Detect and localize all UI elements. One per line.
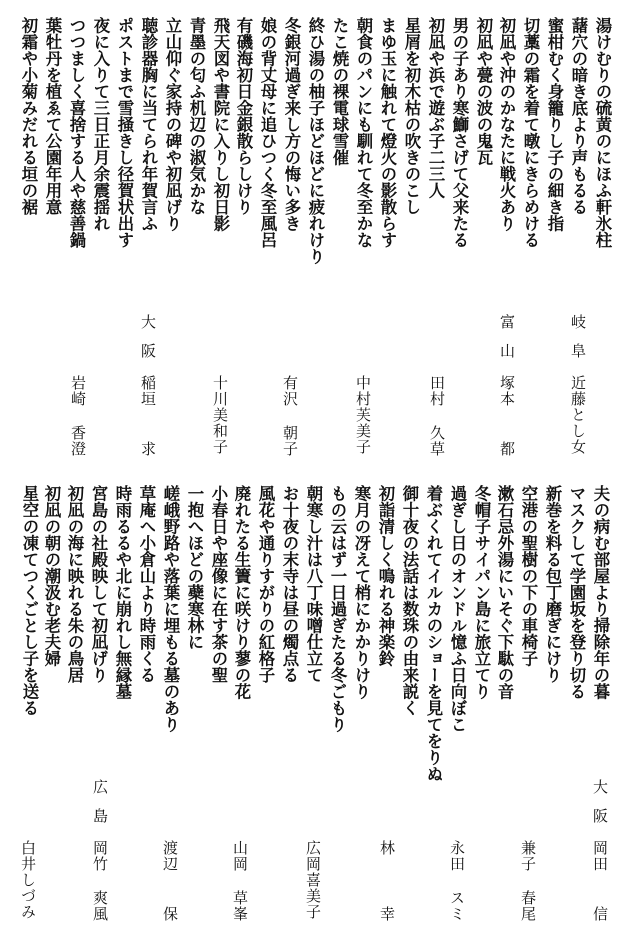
poet-given-name: 春尾 [519, 890, 537, 922]
poet-surname: 近藤 [569, 375, 587, 407]
poet-prefecture: 岐阜 [569, 314, 587, 372]
haiku-line: 御十夜の法話は数珠の由来説く [400, 485, 419, 716]
haiku-line: 着ぶくれてイルカのショーを見てをりぬ [424, 485, 443, 782]
haiku-line: 初霜や小菊みだれる垣の裾 [19, 17, 38, 215]
poet-surname: 林 [378, 840, 396, 856]
haiku-line: 朝寒し汁は八丁味噌仕立て [304, 485, 323, 683]
haiku-line: 飛天図や書院に入りし初日影 [211, 17, 230, 232]
haiku-line: 宮島の社殿映して初凪げり [89, 485, 108, 683]
poet-surname: 永田 [448, 840, 466, 872]
haiku-line: 初詣清しく鳴れる神楽鈴 [376, 485, 395, 667]
poet-credit [70, 314, 86, 457]
haiku-line: 葉牡丹を植ゑて公園年用意 [43, 17, 62, 215]
poet-given-name: 幸 [378, 906, 396, 922]
poet-surname: 白井 [19, 840, 37, 872]
poet-credit [449, 779, 465, 922]
poet-credit [570, 314, 586, 457]
poet-surname: 広岡 [304, 840, 322, 872]
haiku-line: 聴診器胸に当てられ年賀言ふ [139, 17, 158, 232]
haiku-line: 空港の聖樹の下の車椅子 [519, 485, 538, 667]
haiku-line: 夫の病む部屋より掃除年の暮 [591, 485, 610, 700]
haiku-line: 初凪や沖のかなたに戦火あり [497, 17, 516, 232]
poet-given-name: 朝子 [281, 425, 299, 457]
poet-given-name: 信 [591, 906, 609, 922]
haiku-line: 蜜柑むく身籠りし子の細き指 [545, 17, 564, 232]
haiku-line: 立山仰ぐ家持の碑や初凪げり [163, 17, 182, 232]
poet-surname: 中村 [354, 375, 372, 407]
haiku-line: 過ぎし日のオンドル憶ふ日向ぼこ [448, 485, 467, 733]
haiku-line: 切藁の霜を着て暾にきらめける [521, 17, 540, 248]
poet-surname: 塚本 [498, 375, 516, 407]
poet-surname: 岩崎 [69, 375, 87, 407]
haiku-line: 有磯海初日金銀散らしけり [234, 17, 253, 215]
poet-given-name: 保 [161, 906, 179, 922]
poet-surname: 田村 [428, 375, 446, 407]
poet-given-name: 爽風 [91, 890, 109, 922]
poet-given-name: 美和子 [211, 407, 229, 455]
haiku-line: 初凪の海に映れる朱の鳥居 [65, 485, 84, 683]
poet-credit [379, 779, 395, 922]
haiku-line: 星屑を初木枯の吹きのこし [402, 17, 421, 215]
poet-surname: 渡辺 [161, 840, 179, 872]
poet-surname: 稲垣 [139, 375, 157, 407]
haiku-line: 湯けむりの硫黄のにほふ軒氷柱 [593, 17, 612, 248]
poet-surname: 山岡 [231, 840, 249, 872]
poet-given-name: とし女 [569, 407, 587, 455]
haiku-line: 終ひ湯の柚子ほどほどに疲れけり [306, 17, 325, 265]
poet-given-name: 喜美子 [304, 872, 322, 920]
haiku-line: 一抱へほどの蘗寒林に [185, 485, 204, 650]
poet-credit [520, 779, 536, 922]
haiku-line: たこ焼の裸電球雪催 [330, 17, 349, 166]
poet-credit [282, 314, 298, 457]
haiku-line: 小春日や座像に在す茶の聖 [209, 485, 228, 683]
poet-surname: 十川 [211, 375, 229, 407]
haiku-line: 冬銀河過ぎ来し方の悔い多き [282, 17, 301, 232]
haiku-line: 娘の背丈母に追ひつく冬至風呂 [258, 17, 277, 248]
poet-surname: 兼子 [519, 840, 537, 872]
poet-given-name: 芙美子 [354, 407, 372, 455]
haiku-line: 初凪や浜で遊ぶ子二三人 [426, 17, 445, 199]
poet-credit [162, 779, 178, 922]
haiku-line: 星空の凍てつくごとし子を送る [20, 485, 39, 716]
haiku-line: 初凪の朝の潮汲む老夫婦 [42, 485, 61, 667]
poet-credit [429, 314, 445, 457]
haiku-line: 朝食のパンにも馴れて冬至かな [354, 17, 373, 248]
poet-prefecture: 大阪 [591, 779, 609, 837]
poet-credit [92, 779, 108, 922]
haiku-line: もの云はず一日過ぎたる冬ごもり [328, 485, 347, 733]
haiku-line: 漱石忌外湯にいそぐ下駄の音 [495, 485, 514, 700]
haiku-line: 青墨の匂ふ机辺の淑気かな [187, 17, 206, 215]
poet-surname: 岡田 [591, 840, 609, 872]
poet-credit [232, 779, 248, 922]
haiku-line: 草庵へ小倉山より時雨くる [137, 485, 156, 683]
haiku-line: マスクして学園坂を登り切る [567, 485, 586, 700]
poet-credit [20, 779, 36, 922]
poet-given-name: 都 [498, 441, 516, 457]
haiku-line: 新巻を料る包丁磨ぎにけり [543, 485, 562, 683]
poet-surname: 有沢 [281, 375, 299, 407]
poet-credit [592, 779, 608, 922]
poet-given-name: スミ [448, 890, 466, 922]
poet-credit [305, 779, 321, 922]
poet-given-name: 香澄 [69, 425, 87, 457]
poet-prefecture: 大阪 [139, 314, 157, 372]
haiku-line: つつましく喜捨する人や慈善鍋 [67, 17, 86, 248]
poet-given-name: 草峯 [231, 890, 249, 922]
poet-prefecture: 広島 [91, 779, 109, 837]
poet-given-name: 求 [139, 441, 157, 457]
haiku-line: 冬帽子サイパン島に旅立てり [472, 485, 491, 700]
haiku-line: 寒月の冴えて梢にかかりけり [352, 485, 371, 700]
haiku-line: 男の子あり寒鰤さげて父来たる [450, 17, 469, 248]
haiku-line: 時雨るるや北に崩れし無縁墓 [113, 485, 132, 700]
haiku-line: 初凪や甍の波の鬼瓦 [474, 17, 493, 166]
haiku-line: 藷穴の暗き底より声もるる [569, 17, 588, 215]
poet-credit [140, 314, 156, 457]
poet-prefecture: 富山 [498, 314, 516, 372]
poet-credit [355, 314, 371, 457]
poet-given-name: しづみ [19, 872, 37, 920]
poet-credit [212, 314, 228, 457]
haiku-line: 夜に入りて三日正月余震揺れ [91, 17, 110, 232]
haiku-line: 廃れたる生簀に咲けり蓼の花 [232, 485, 251, 700]
poet-surname: 岡竹 [91, 840, 109, 872]
haiku-line: 嵯峨野路や落葉に埋もる墓のあり [161, 485, 180, 733]
haiku-line: ポストまで雪掻きし径賀状出す [115, 17, 134, 248]
haiku-line: 風花や通りすがりの紅格子 [256, 485, 275, 683]
haiku-line: まゆ玉に触れて燈火の影散らす [378, 17, 397, 248]
poet-given-name: 久草 [428, 425, 446, 457]
poet-credit [499, 314, 515, 457]
haiku-line: お十夜の末寺は昼の燭点る [280, 485, 299, 683]
